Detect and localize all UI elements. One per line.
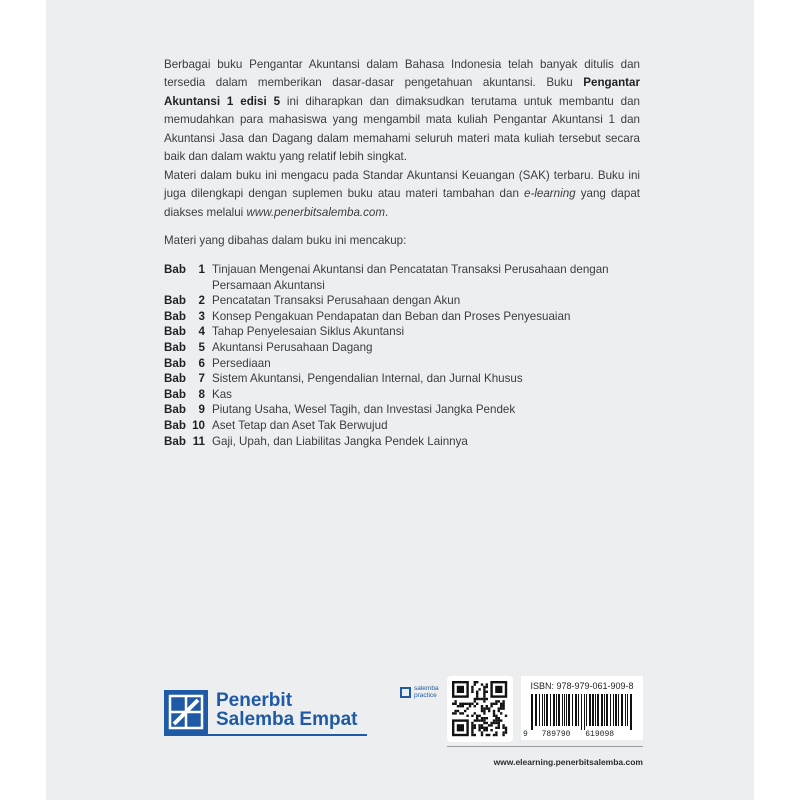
toc-row xyxy=(164,356,664,372)
toc-chapter-number: 3 xyxy=(198,309,205,323)
toc-row xyxy=(164,434,664,450)
toc-chapter-title: Konsep Pengakuan Pendapatan dan Beban dan Proses Penyesuaian xyxy=(212,309,571,323)
brand-underline xyxy=(164,734,367,736)
toc-chapter-number: 8 xyxy=(198,387,205,401)
toc-bab-label: Bab xyxy=(164,356,186,370)
intro-text: ini diharapkan dan dimaksudkan terutama untuk membantu dan memudahkan para mahasiswa yang mengambil mata kuliah Pengantar Akuntansi 1 dan Akuntansi Jasa dan Dagang dalam memahami seluruh materi mata kuliah tersebut secara baik dan dalam waktu yang relatif lebih singkat. xyxy=(164,94,640,164)
toc-bab-label: Bab xyxy=(164,434,186,448)
toc-bab-label: Bab xyxy=(164,387,186,401)
toc-bab-label: Bab xyxy=(164,309,186,323)
toc-chapter-number: 1 xyxy=(198,263,205,276)
isbn-barcode-block xyxy=(521,676,643,740)
toc-row xyxy=(164,402,664,418)
intro-text: Berbagai buku Pengantar Akuntansi dalam Bahasa Indonesia telah banyak ditulis dan tersedia dalam memberikan dasar-dasar pengetahuan akuntansi. Buku xyxy=(164,58,640,90)
toc-bab-label: Bab xyxy=(164,325,186,339)
toc-row xyxy=(164,309,664,325)
intro-paragraph-1 xyxy=(164,56,640,166)
toc-row xyxy=(164,387,664,403)
toc-row xyxy=(164,371,664,387)
barcode-digit-lead: 9 xyxy=(523,730,528,739)
website-link[interactable]: www.penerbitsalemba.com xyxy=(246,205,386,219)
toc-row xyxy=(164,418,664,434)
toc-chapter-number: 4 xyxy=(198,325,205,339)
elearning-italic: e-learning xyxy=(524,187,576,201)
book-title-bold: Pengantar Akuntansi 1 edisi 5 xyxy=(164,76,640,108)
isbn-label: ISBN: 978-979-061-909-8 xyxy=(530,681,634,691)
toc-bab-label: Bab xyxy=(164,263,186,276)
salemba-practice-badge xyxy=(400,685,448,703)
practice-label-line1: salemba xyxy=(414,685,439,692)
barcode-digits-left: 789790 xyxy=(541,730,571,739)
toc-chapter-title: Kas xyxy=(212,387,232,401)
toc-row xyxy=(164,262,664,293)
publisher-name-line2: Salemba Empat xyxy=(216,709,358,730)
toc-chapter-title: Tahap Penyelesaian Siklus Akuntansi xyxy=(212,325,405,339)
elearning-url[interactable]: www.elearning.penerbitsalemba.com xyxy=(493,757,643,767)
toc-bab-label: Bab xyxy=(164,294,186,308)
toc-chapter-title: Tinjauan Mengenai Akuntansi dan Pencatatan Transaksi Perusahaan dengan Persamaan Akuntansi xyxy=(212,263,609,292)
toc-chapter-number: 7 xyxy=(198,372,205,386)
publisher-brand xyxy=(164,690,374,738)
toc-bab-label: Bab xyxy=(164,340,186,354)
toc-chapter-number: 5 xyxy=(198,340,205,354)
toc-bab-label: Bab xyxy=(164,372,186,386)
intro-paragraph-2 xyxy=(164,167,640,222)
barcode-icon xyxy=(529,694,637,730)
intro-text: Materi dalam buku ini mengacu pada Standar Akuntansi Keuangan (SAK) terbaru. Buku ini juga dilengkapi dengan suplemen buku atau materi tambahan dan xyxy=(164,169,640,201)
toc-chapter-title: Piutang Usaha, Wesel Tagih, dan Investasi Jangka Pendek xyxy=(212,403,516,417)
salemba-logo-icon xyxy=(164,690,208,734)
qr-code-icon[interactable] xyxy=(447,676,513,742)
toc-chapter-title: Persediaan xyxy=(212,356,271,370)
toc-bab-label: Bab xyxy=(164,403,186,417)
intro-text: yang dapat diakses melalui xyxy=(164,187,640,219)
intro-paragraph-3: Materi yang dibahas dalam buku ini mencakup: xyxy=(164,234,407,247)
practice-label-line2: practice xyxy=(414,692,437,699)
practice-label xyxy=(414,685,448,699)
toc-bab-label: Bab xyxy=(164,418,186,432)
toc-chapter-title: Akuntansi Perusahaan Dagang xyxy=(212,340,373,354)
toc-row xyxy=(164,324,664,340)
toc-row xyxy=(164,340,664,356)
toc-chapter-number: 10 xyxy=(192,418,205,432)
toc-chapter-title: Gaji, Upah, dan Liabilitas Jangka Pendek Lainnya xyxy=(212,434,468,448)
toc-chapter-number: 9 xyxy=(198,403,205,417)
toc-chapter-title: Sistem Akuntansi, Pengendalian Internal, dan Jurnal Khusus xyxy=(212,372,523,386)
barcode-digits xyxy=(523,730,643,739)
toc-chapter-title: Pencatatan Transaksi Perusahaan dengan Akun xyxy=(212,294,461,308)
toc-chapter-number: 6 xyxy=(198,356,205,370)
toc-chapter-title: Aset Tetap dan Aset Tak Berwujud xyxy=(212,418,388,432)
toc-row xyxy=(164,293,664,309)
toc-chapter-number: 11 xyxy=(192,434,205,448)
publisher-name-line1: Penerbit xyxy=(216,690,293,711)
practice-icon xyxy=(400,687,411,698)
table-of-contents xyxy=(164,262,664,449)
toc-chapter-number: 2 xyxy=(198,294,205,308)
barcode-digits-right: 619098 xyxy=(585,730,615,739)
divider xyxy=(447,746,643,747)
intro-text: . xyxy=(385,205,389,219)
